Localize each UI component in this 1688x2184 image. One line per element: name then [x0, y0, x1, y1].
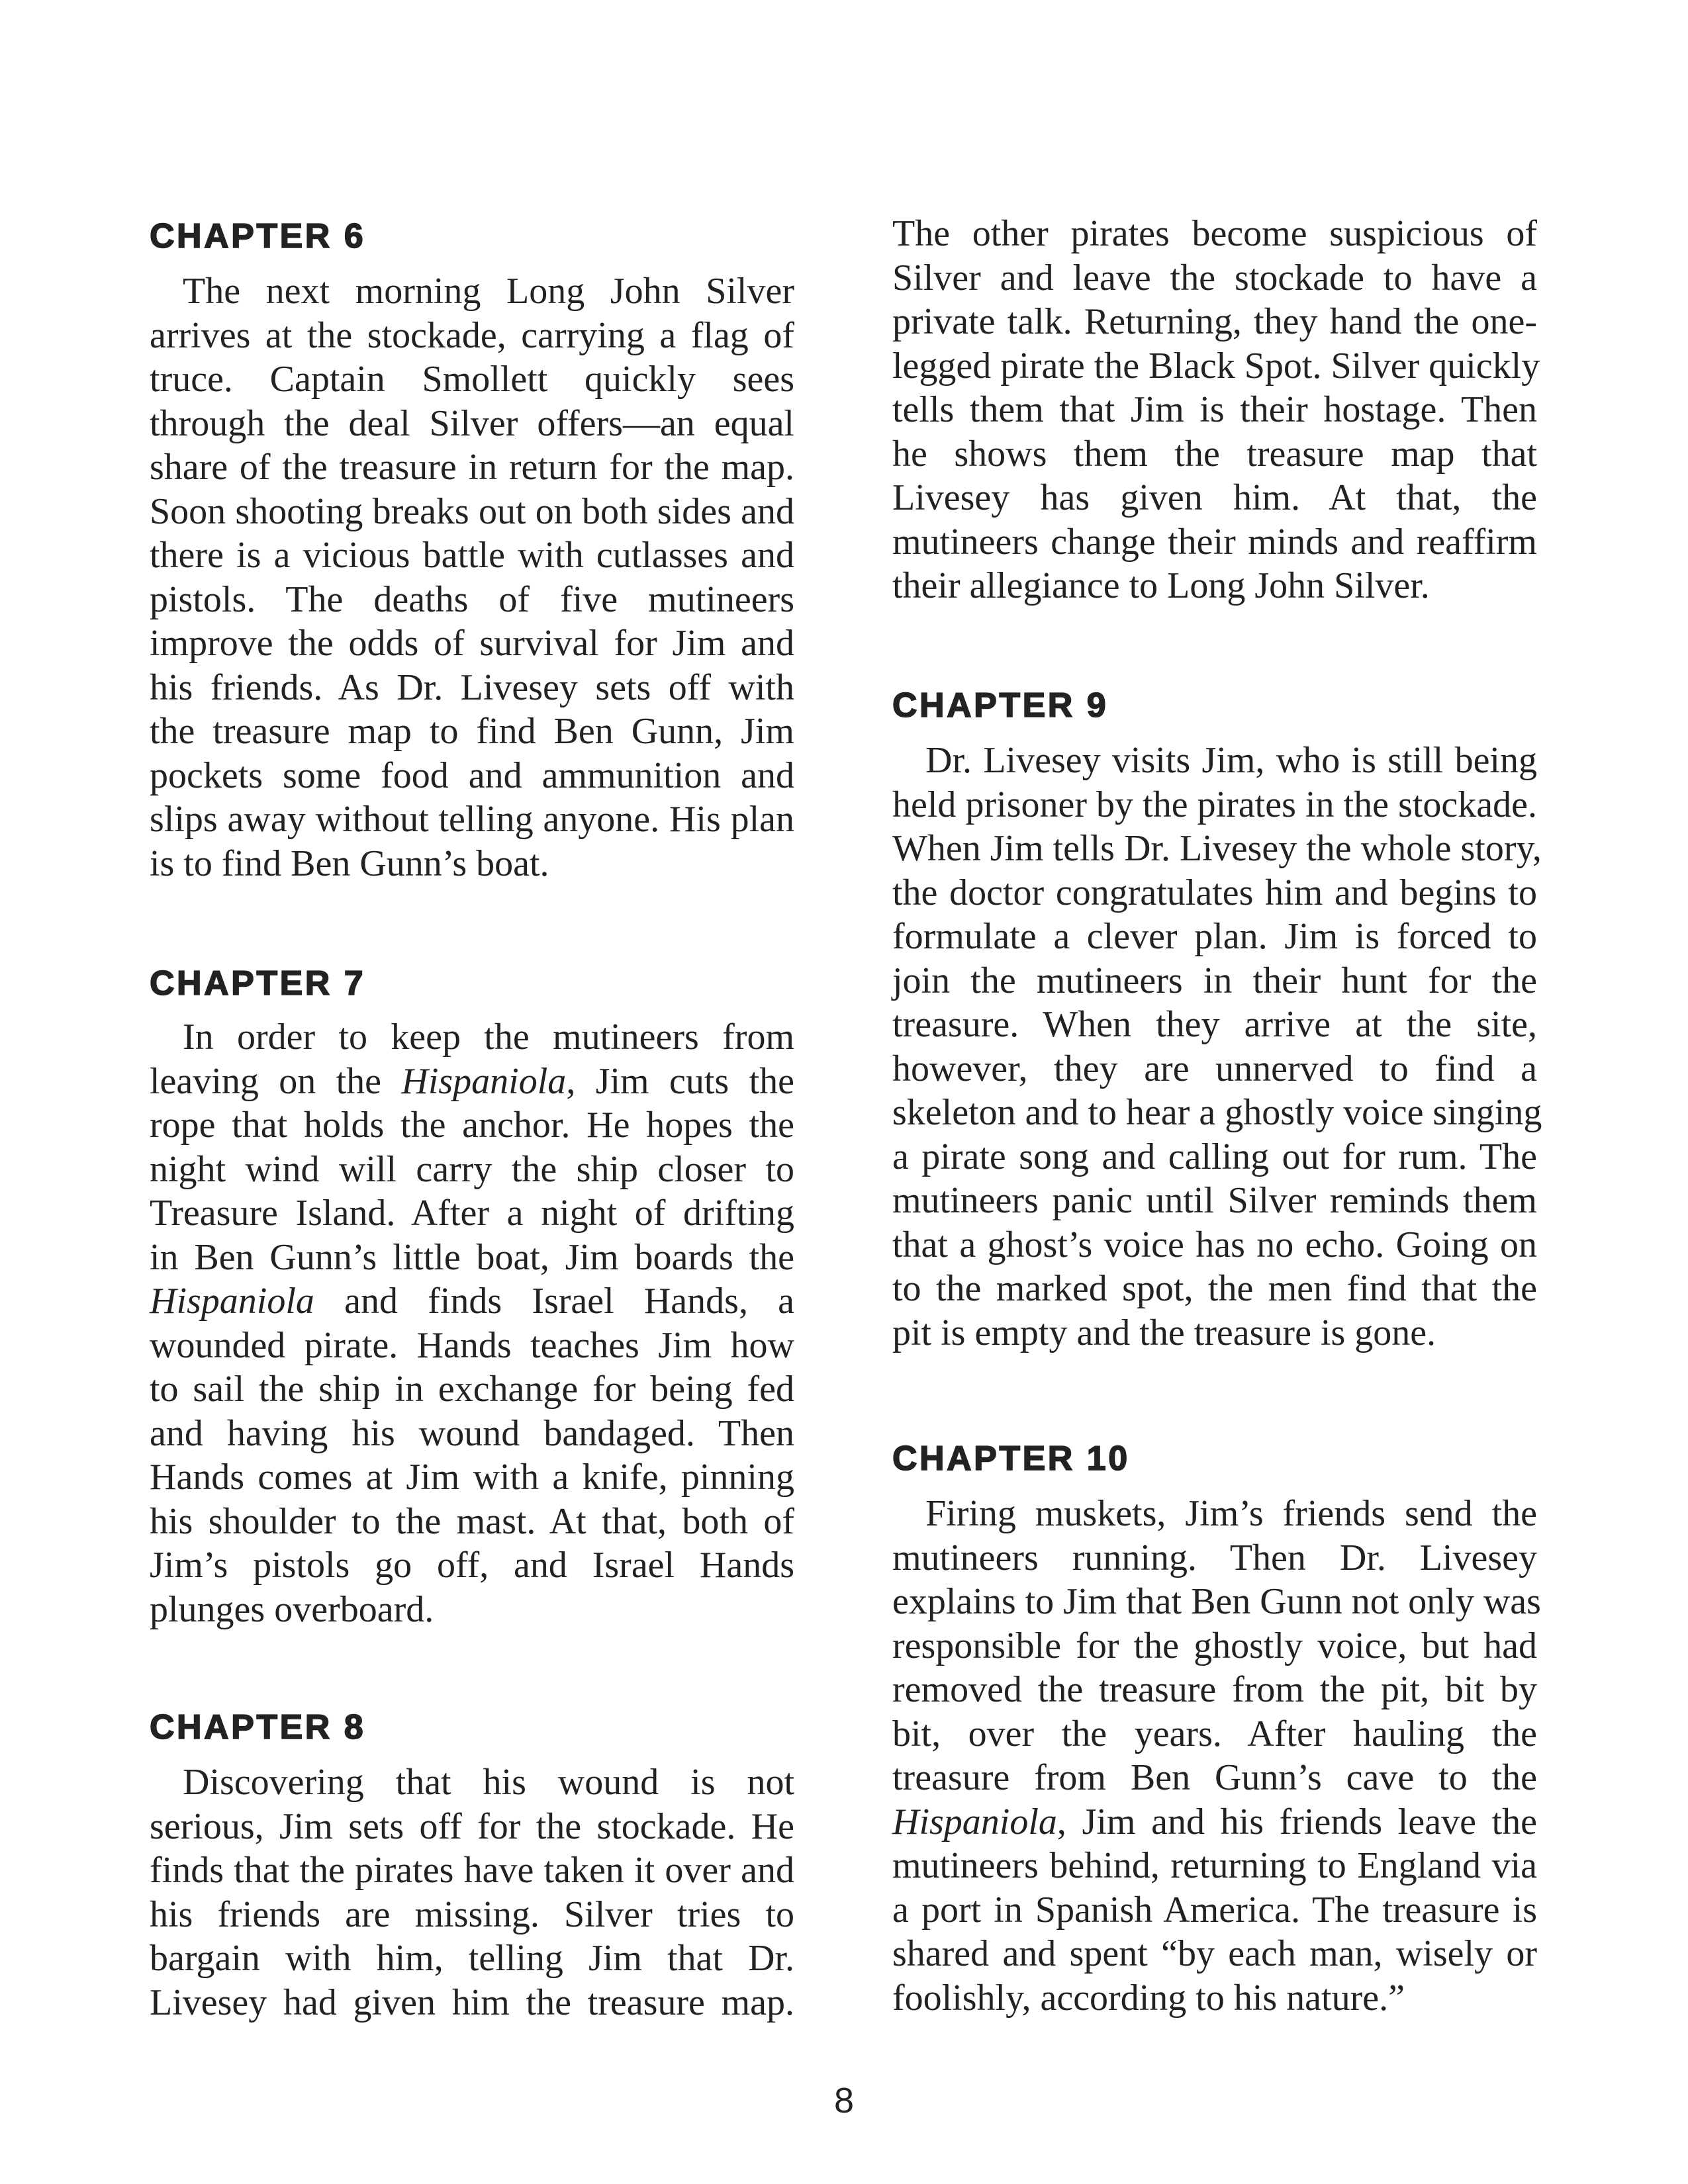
chapter-9-body — [892, 739, 1542, 1355]
text-line: and having his wound bandaged. Then — [150, 1412, 794, 1454]
text-line: to sail the ship in exchange for being fed — [150, 1369, 794, 1410]
text-line: treasure from Ben Gunn’s cave to the — [892, 1757, 1537, 1798]
chapter-6-heading: CHAPTER 6 — [150, 217, 366, 255]
text-line: leaving on the Hispaniola, Jim cuts the — [150, 1060, 794, 1102]
text-line: The next morning Long John Silver — [183, 271, 794, 312]
text-line: Hands comes at Jim with a knife, pinning — [150, 1457, 794, 1498]
text-line: mutineers running. Then Dr. Livesey — [892, 1537, 1537, 1578]
text-line: bargain with him, telling Jim that Dr. — [150, 1938, 794, 1979]
chapter-7-body — [150, 1015, 794, 1631]
text-line: plunges overboard. — [150, 1588, 434, 1630]
italic-ship-name: Hispaniola — [892, 1801, 1057, 1843]
text-line: pit is empty and the treasure is gone. — [892, 1312, 1436, 1353]
text-line: removed the treasure from the pit, bit by — [892, 1669, 1537, 1710]
text-line: to the marked spot, the men find that the — [892, 1268, 1537, 1309]
text-line: the treasure map to find Ben Gunn, Jim — [150, 711, 794, 752]
text-line: legged pirate the Black Spot. Silver quickly — [892, 345, 1540, 387]
text-line: mutineers change their minds and reaffirm — [892, 521, 1537, 563]
text-line: share of the treasure in return for the map. — [150, 447, 794, 488]
text-line: responsible for the ghostly voice, but had — [892, 1625, 1537, 1666]
text-line: Discovering that his wound is not — [183, 1762, 794, 1803]
text-line: foolishly, according to his nature.” — [892, 1977, 1405, 2019]
text-line: Hispaniola and finds Israel Hands, a — [150, 1281, 794, 1322]
chapter-10-heading: CHAPTER 10 — [892, 1439, 1130, 1478]
text-line: Silver and leave the stockade to have a — [892, 257, 1537, 298]
chapter-8-body — [150, 1760, 794, 2025]
text-line: pistols. The deaths of five mutineers — [150, 578, 794, 620]
chapter-10-body — [892, 1492, 1541, 2020]
chapter-8-continued-body — [892, 212, 1540, 608]
text-line: Soon shooting breaks out on both sides and — [150, 490, 794, 532]
text-line: through the deal Silver offers—an equal — [150, 402, 794, 444]
text-line: tells them that Jim is their hostage. Then — [892, 389, 1537, 430]
page-number: 8 — [833, 2081, 855, 2120]
text-line: the doctor congratulates him and begins to — [892, 872, 1537, 913]
text-line: Firing muskets, Jim’s friends send the — [925, 1493, 1537, 1534]
text-line: wounded pirate. Hands teaches Jim how — [150, 1324, 794, 1366]
text-line: Treasure Island. After a night of drifting — [150, 1193, 794, 1234]
text-line: their allegiance to Long John Silver. — [892, 565, 1430, 606]
italic-ship-name: Hispaniola — [150, 1281, 314, 1322]
text-line: his friends. As Dr. Livesey sets off with — [150, 666, 794, 708]
text-line: a port in Spanish America. The treasure is — [892, 1889, 1537, 1931]
text-line: night wind will carry the ship closer to — [150, 1148, 794, 1190]
text-line: mutineers behind, returning to England via — [892, 1845, 1537, 1886]
text-line: bit, over the years. After hauling the — [892, 1713, 1537, 1754]
text-line: Jim’s pistols go off, and Israel Hands — [150, 1545, 794, 1586]
chapter-9-heading: CHAPTER 9 — [892, 686, 1109, 725]
chapter-7-heading: CHAPTER 7 — [150, 964, 366, 1003]
text-line: there is a vicious battle with cutlasses and — [150, 535, 794, 576]
text-line: shared and spent “by each man, wisely or — [892, 1933, 1537, 1974]
text-line: Livesey had given him the treasure map. — [150, 1981, 794, 2023]
text-line: slips away without telling anyone. His plan — [150, 799, 794, 840]
text-line: Livesey has given him. At that, the — [892, 477, 1537, 518]
text-line: join the mutineers in their hunt for the — [892, 960, 1537, 1001]
text-line: Dr. Livesey visits Jim, who is still being — [925, 740, 1537, 781]
text-line: serious, Jim sets off for the stockade. He — [150, 1805, 794, 1847]
chapter-8-heading: CHAPTER 8 — [150, 1708, 366, 1747]
text-line: private talk. Returning, they hand the one- — [892, 301, 1537, 342]
chapter-6-body — [150, 269, 794, 886]
text-line: mutineers panic until Silver reminds them — [892, 1180, 1537, 1221]
text-line: that a ghost’s voice has no echo. Going on — [892, 1224, 1537, 1265]
text-line: rope that holds the anchor. He hopes the — [150, 1105, 794, 1146]
text-line: he shows them the treasure map that — [892, 433, 1537, 475]
text-line: treasure. When they arrive at the site, — [892, 1004, 1537, 1045]
text-line: Hispaniola, Jim and his friends leave the — [892, 1801, 1537, 1843]
text-line: held prisoner by the pirates in the stockade. — [892, 784, 1537, 825]
text-line: In order to keep the mutineers from — [183, 1017, 794, 1058]
text-line: explains to Jim that Ben Gunn not only was — [892, 1581, 1541, 1622]
italic-ship-name: Hispaniola — [401, 1060, 567, 1102]
text-line: is to find Ben Gunn’s boat. — [150, 842, 549, 884]
text-line: in Ben Gunn’s little boat, Jim boards the — [150, 1236, 794, 1278]
text-line: his shoulder to the mast. At that, both of — [150, 1500, 794, 1542]
text-line: arrives at the stockade, carrying a flag of — [150, 314, 794, 356]
text-line: finds that the pirates have taken it over and — [150, 1850, 794, 1891]
text-line: When Jim tells Dr. Livesey the whole story, — [892, 828, 1542, 869]
text-line: skeleton and to hear a ghostly voice singing — [892, 1092, 1542, 1133]
text-line: The other pirates become suspicious of — [892, 213, 1537, 254]
text-line: formulate a clever plan. Jim is forced to — [892, 916, 1537, 957]
text-line: truce. Captain Smollett quickly sees — [150, 359, 794, 400]
text-line: a pirate song and calling out for rum. The — [892, 1136, 1537, 1177]
text-line: pockets some food and ammunition and — [150, 754, 794, 796]
text-line: his friends are missing. Silver tries to — [150, 1893, 794, 1935]
text-line: however, they are unnerved to find a — [892, 1048, 1537, 1089]
text-line: improve the odds of survival for Jim and — [150, 623, 794, 664]
